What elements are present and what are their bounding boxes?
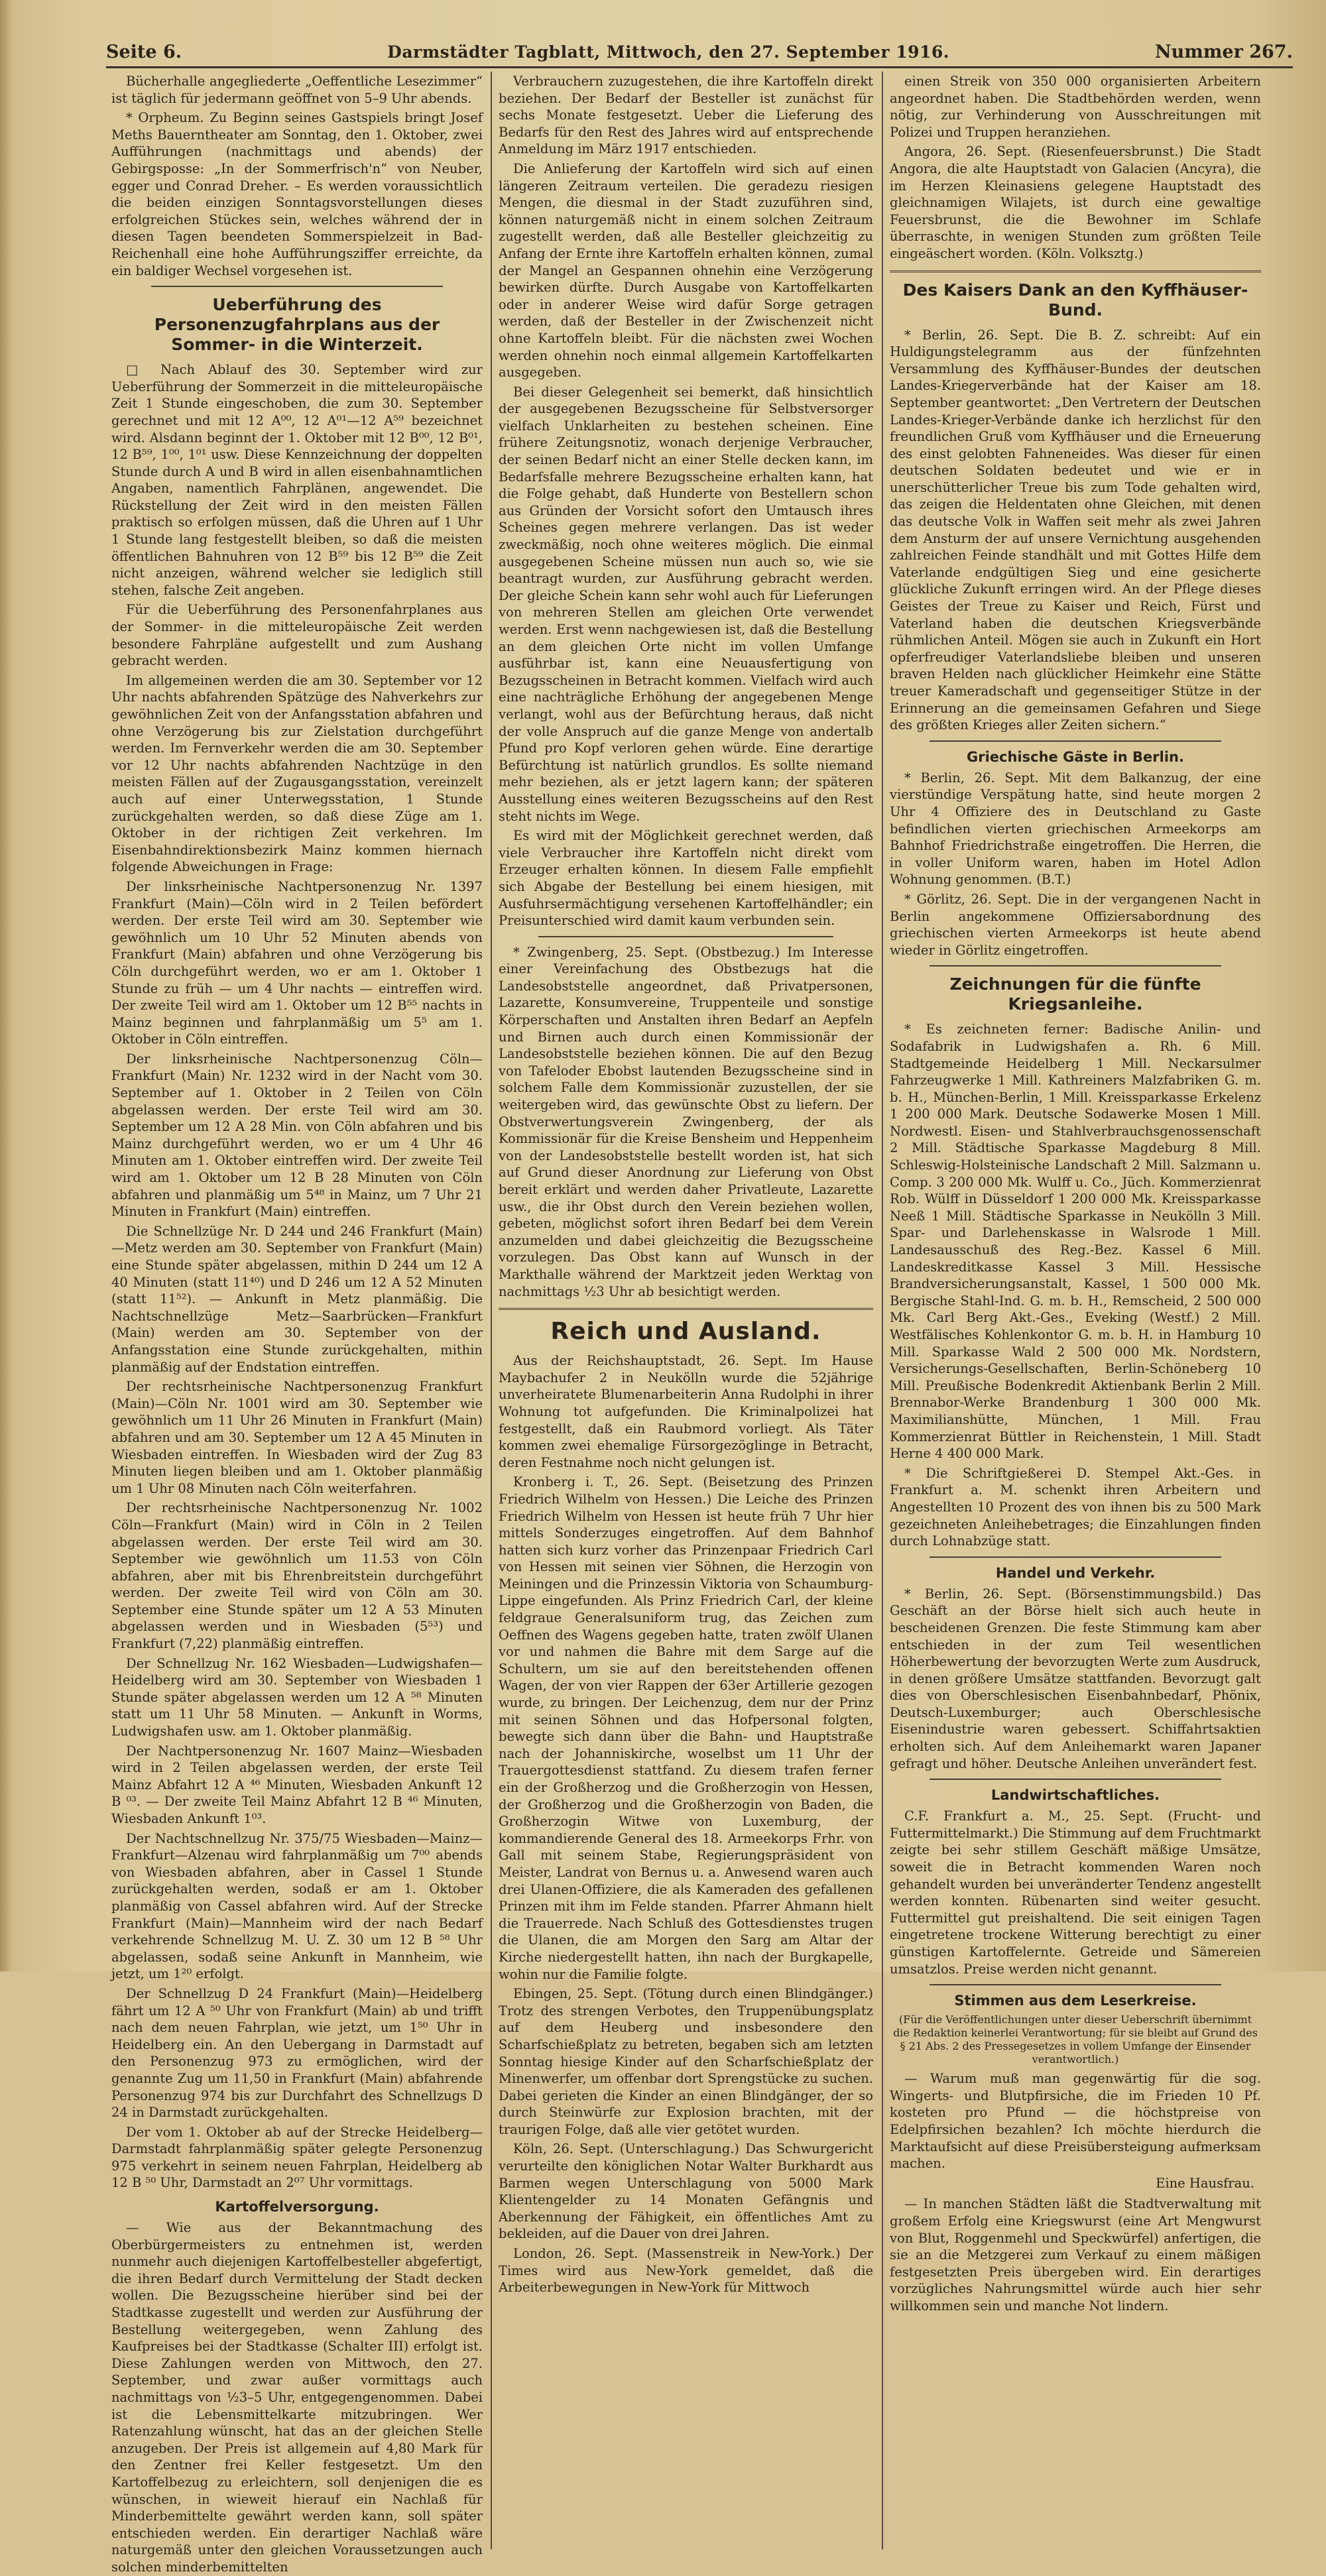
paragraph: * Berlin, 26. Sept. Mit dem Balkanzug, der eine vierstündige Verspätung hatte, sind heute morgen 2 Uhr 4 Offiziere des in Deutschland zu Gaste befindlichen vierten griechischen Armeekorps am Bahnhof Friedrichstraße eingetroffen. Die Herren, die in voller Uniform waren, haben im Hotel Adlon Wohnung genommen. (B.T.) xyxy=(890,770,1261,888)
page-header xyxy=(106,37,1293,68)
column-rule-2 xyxy=(882,72,883,2549)
page-edge-left xyxy=(0,0,12,1971)
paragraph: * Zwingenberg, 25. Sept. (Obstbezug.) Im Interesse einer Vereinfachung des Obstbezugs hat die Landesobststelle angeordnet, daß Privatpersonen, Lazarette, Konsumvereine, Truppenteile und sonstige Körperschaften und Anstalten ihren Bedarf an Aepfeln und Birnen auch durch einen Kommissionär der Landesobststelle beziehen können. Die auf den Bezug von Tafeloder Ebobst lautenden Bezugsscheine sind in solchem Falle dem Kommissionär zuzustellen, der sie weitergeben wird, das gewünschte Obst zu liefern. Der Obstverwertungsverein Zwingenberg, der als Kommissionär für die Kreise Bensheim und Heppenheim von der Landesobststelle bestellt worden ist, hat sich auf Grund dieser Anordnung zur Lieferung von Obst bereit erklärt und werden daher Privatleute, Lazarette usw., die ihr Obst durch den Verein beziehen wollen, gebeten, möglichst sofort ihren Bedarf bei dem Verein anzumelden und dabei gleichzeitig die Bezugsscheine vorzulegen. Das Obst kann auf Wunsch in der Markthalle während der Marktzeit jeden Werktag von nachmittags ½3 Uhr ab besichtigt werden. xyxy=(499,944,873,1299)
divider xyxy=(151,286,443,287)
paragraph: * Berlin, 26. Sept. Die B. Z. schreibt: Auf ein Huldigungstelegramm aus der fünfzehnten Versammlung des Kyffhäuser-Bundes der deutschen Landes-Kriegerverbände hat der Kaiser am 18. September geantwortet: „Den Vertretern der Deutschen Landes-Krieger-Verbände danke ich herzlichst für den freundlichen Gruß vom Kyffhäuser und die Erneuerung des einst gelobten Fahneneides. Was dieser für einen deutschen Soldaten bedeutet und wie er in unerschütterlicher Treue bis zum Tode gehalten wird, das zeigen die Heldentaten ohne Gleichen, mit denen das deutsche Volk in Waffen seit mehr als zwei Jahren dem Ansturm der auf unsere Vernichtung ausgehenden zahlreichen Feinde standhält und mit Gottes Hilfe dem Vaterlande endgültigen Sieg und eine gesicherte glückliche Zukunft erringen wird. An der Pflege dieses Geistes der Treue zu Kaiser und Reich, Fürst und Vaterland haben die deutschen Kriegsverbände rühmlichen Anteil. Mögen sie auch in Zukunft ein Hort opferfreudiger Vaterlandsliebe bleiben und unseren braven Helden nach glücklicher Heimkehr eine Stätte treuer Kameradschaft und gegenseitiger Stütze in der Erinnerung an die gemeinsamen Gefahren und Siege des größten Krieges aller Zeiten sichern.“ xyxy=(890,327,1261,733)
article-headline-readers: Stimmen aus dem Leserkreise. xyxy=(954,1993,1197,2009)
paragraph: — In manchen Städten läßt die Stadtverwaltung mit großem Erfolg eine Kriegswurst (eine Art Mengwurst von Blut, Roggenmehl und Speckwürfel) anfertigen, die sie an die Metzgerei zum Verkauf zu einem mäßigen festgesetzten Preis übergeben wird. Ein derartiges vorzügliches Nahrungsmittel würde auch hier sehr willkommen sein und manche Not lindern. xyxy=(890,2196,1261,2313)
paragraph: Der Nachtpersonenzug Nr. 1607 Mainz—Wiesbaden wird in 2 Teilen abgelassen werden, der erste Teil Mainz Abfahrt 12 A ⁴⁶ Minuten, Wiesbaden Ankunft 12 B ⁰³. — Der zweite Teil Mainz Abfahrt 12 B ⁴⁶ Minuten, Wiesbaden Ankunft 1⁰³. xyxy=(111,1743,483,1826)
article-headline-potatoes: Kartoffelversorgung. xyxy=(215,2199,379,2215)
paragraph: Die Schnellzüge Nr. D 244 und 246 Frankfurt (Main)—Metz werden am 30. September von Frankfurt (Main) eine Stunde später abgelassen, mithin D 244 um 12 A 40 Minuten (statt 11⁴⁰) und D 246 um 12 A 52 Minuten (statt 11⁵²). — Ankunft in Metz planmäßig. Die Nachtschnellzüge Metz—Saarbrücken—Frankfurt (Main) werden am 30. September von der Anfangsstation eine Stunde zurückgehalten, mithin planmäßig auf der Endstation eintreffen. xyxy=(111,1223,483,1375)
paragraph: Der linksrheinische Nachtpersonenzug Nr. 1397 Frankfurt (Main)—Cöln wird in 2 Teilen befördert werden. Der erste Teil wird am 30. September wie gewöhnlich um 10 Uhr 52 Minuten abends von Frankfurt (Main) abfahren und ohne Verzögerung bis Cöln durchgeführt werden, wo er am 1. Oktober 1 Stunde zu früh — um 4 Uhr nachts — eintreffen wird. Der zweite Teil wird am 1. Oktober um 12 B⁵⁵ nachts in Mainz beginnen und fahrplanmäßig um 5⁵ am 1. Oktober in Cöln eintreffen. xyxy=(111,878,483,1047)
paragraph: C.F. Frankfurt a. M., 25. Sept. (Frucht- und Futtermittelmarkt.) Die Stimmung auf dem Fruchtmarkt zeigte bei sehr stillem Geschäft mäßige Umsätze, soweit die in Betracht kommenden Waren noch gehandelt wurden bei unveränderter Tendenz angestellt werden konnten. Rübenarten sind weiter gesucht. Futtermittel gut preishaltend. Die seit einigen Tagen eingetretene trockene Witterung berechtigt zu einer günstigen Kartoffelernte. Getreide und Sämereien umsatzlos. Preise werden nicht genannt. xyxy=(890,1808,1261,1977)
paragraph: Bei dieser Gelegenheit sei bemerkt, daß hinsichtlich der ausgegebenen Bezugsscheine für Selbstversorger vielfach Unklarheiten zu bestehen scheinen. Eine frühere Zeitungsnotiz, wonach derjenige Verbraucher, der seinen Bedarf nicht an einer Stelle decken kann, im Bedarfsfalle mehrere Bezugsscheine erhalten kann, hat die Folge gehabt, daß Hunderte von Bestellern schon aus Gründen der Vorsicht sofort den Umtausch ihres Scheines gegen mehrere verlangen. Das ist weder zweckmäßig, noch ohne weiteres möglich. Die einmal ausgegebenen Scheine müssen nun auch so, wie sie beantragt wurden, zur Ausführung gebracht werden. Der gleiche Schein kann sehr wohl auch für Lieferungen von mehreren Stellen am gleichen Orte verwendet werden. Erst wenn nachgewiesen ist, daß die Bestellung an dem gleichen Orte nicht im vollen Umfange ausführbar ist, kann eine Neuausfertigung von Bezugsscheinen in Betracht kommen. Vielfach wird auch eine nachträgliche Erhöhung der angegebenen Menge verlangt, wohl aus der Befürchtung heraus, daß nicht der volle Anspruch auf die ganze Menge von andertalb Pfund pro Kopf verloren gehen würde. Eine derartige Befürchtung ist natürlich grundlos. Es sollte niemand mehr beziehen, als er jetzt lagern kann; der späteren Ausstellung eines weiteren Bezugsscheins auf den Rest steht nichts im Wege. xyxy=(499,384,873,824)
article-headline-agriculture: Landwirtschaftliches. xyxy=(991,1787,1160,1804)
paragraph: Kronberg i. T., 26. Sept. (Beisetzung des Prinzen Friedrich Wilhelm von Hessen.) Die Leiche des Prinzen Friedrich Wilhelm von Hessen ist heute früh 7 Uhr hier mittels Sonderzuges eingetroffen. Auf dem Bahnhof hatten sich kurz vorher das Prinzenpaar Friedrich Carl von Hessen mit seinen vier Söhnen, die Herzogin von Meiningen und die Prinzessin Viktoria von Schaumburg-Lippe eingefunden. Als Prinz Friedrich Carl, der kleine feldgraue Generalsuniform trug, das Zeichen zum Oeffnen des Wagens gegeben hatte, traten zwölf Ulanen vor und nahmen die Bahre mit dem Sarge auf die Schultern, um sie auf den bereitstehenden offenen Wagen, der von vier Rappen der 63er Artillerie gezogen wurde, zu bringen. Der Leichenzug, dem nur der Prinz mit seinen Söhnen und das Hofpersonal folgten, bewegte sich dann über die Bahn- und Hauptstraße nach der Johanniskirche, woselbst um 11 Uhr der Trauergottesdienst stattfand. Zu diesem trafen ferner ein der Großherzog und die Großherzogin von Hessen, der Großherzog und die Großherzogin von Baden, die Großherzogin Witwe von Luxemburg, der kommandierende General des 18. Armeekorps Frhr. von Gall mit seinem Stabe, Regierungspräsident von Meister, Landrat von Bernus u. a. Anwesend waren auch drei Ulanen-Offiziere, die als Kameraden des gefallenen Prinzen mit ihm im Felde standen. Pfarrer Ahmann hielt die Trauerrede. Nach Schluß des Gottesdienstes trugen die Ulanen, die am Morgen den Sarg am Altar der Kirche niedergestellt hatten, ihn nach der Burgkapelle, wohin nur die Familie folgte. xyxy=(499,1474,873,1982)
divider xyxy=(930,1556,1221,1558)
paragraph: einen Streik von 350 000 organisierten Arbeitern angeordnet haben. Die Stadtbehörden werden, wenn nötig, zur Verhinderung von Ausschreitungen mit Polizei und Truppen heranziehen. xyxy=(890,74,1261,140)
editorial-disclaimer: (Für die Veröffentlichungen unter dieser Ueberschrift übernimmt die Redaktion keinerlei Verantwortung; für sie bleibt auf Grund des § 21 Abs. 2 des Pressegesetzes in vollem Umfange der Einsender verantwortlich.) xyxy=(893,2013,1258,2066)
article-headline-trade: Handel und Verkehr. xyxy=(995,1564,1156,1581)
divider xyxy=(890,270,1261,272)
paragraph: Die Anlieferung der Kartoffeln wird sich auf einen längeren Zeitraum verteilen. Die geradezu riesigen Mengen, die diesmal in der Stadt zuzuführen sind, können naturgemäß nicht in einem solchen Zeitraum zugestellt werden, daß alle Besteller gleichzeitig zu Anfang der Ernte ihre Kartoffeln erhalten können, zumal der Mangel an Gespannen ohnehin eine Verzögerung bewirken dürfte. Durch Ausgabe von Kartoffelkarten oder in anderer Weise wird dafür Sorge getragen werden, daß der Besteller in der Zwischenzeit nicht ohne Kartoffeln bleibt. Für die nächsten zwei Wochen werden ohnehin noch einmal allgemein Kartoffelkarten ausgegeben. xyxy=(499,160,873,381)
paragraph: Der rechtsrheinische Nachtpersonenzug Nr. 1002 Cöln—Frankfurt (Main) wird in Cöln in 2 Teilen abgelassen werden. Der erste Teil wird am 30. September wie gewöhnlich um 11.53 von Cöln abfahren, aber mit bis Ehrenbreitstein durchgeführt werden. Der zweite Teil wird von Cöln am 30. September eine Stunde später um 12 A 53 Minuten abgelassen werden und in Wiesbaden (5⁵³) und Frankfurt (7,22) planmäßig eintreffen. xyxy=(111,1500,483,1652)
paragraph: Aus der Reichshauptstadt, 26. Sept. Im Hause Maybachufer 2 in Neukölln wurde die 52jährige unverheiratete Blumenarbeiterin Anna Rudolphi in ihrer Wohnung tot aufgefunden. Die Kriminalpolizei hat festgestellt, daß ein Raubmord vorliegt. Als Täter kommen zwei ehemalige Fürsorgezöglinge in Betracht, deren Festnahme noch nicht gelungen ist. xyxy=(499,1353,873,1470)
paragraph: — Wie aus der Bekanntmachung des Oberbürgermeisters zu entnehmen ist, werden nunmehr auch diejenigen Kartoffelbesteller abgefertigt, die ihren Bedarf durch Vermittelung der Stadt decken wollen. Die Bezugsscheine hierüber sind bei der Stadtkasse zugestellt und werden zur Ausführung der Bestellung weitergegeben, wenn Zahlung des Kaufpreises bei der Stadtkasse (Schalter III) erfolgt ist. Diese Zahlungen werden von Mittwoch, den 27. September, und zwar außer vormittags auch nachmittags von ½3–5 Uhr, entgegengenommen. Dabei ist die Lebensmittelkarte mitzubringen. Wer Ratenzahlung wünscht, hat das an der gleichen Stelle anzugeben. Der Preis ist allgemein auf 4,80 Mark für den Zentner frei Keller festgesetzt. Um den Kartoffelbezug zu erleichtern, soll denjenigen die es wünschen, in wieweit hierauf ein Nachlaß für Minderbemittelte gewährt werden kann, soll später entschieden werden. Ein derartiger Nachlaß wäre naturgemäß unter den gleichen Voraussetzungen auch solchen minderbemittelten xyxy=(111,2220,483,2575)
paragraph: Im allgemeinen werden die am 30. September vor 12 Uhr nachts abfahrenden Spätzüge des Nahverkehrs zur gewöhnlichen Zeit von der Anfangsstation abfahren und ohne Verzögerung bis zur Zielstation durchgeführt werden. Im Fernverkehr werden die am 30. September vor 12 Uhr nachts abfahrenden Nachtzüge in den meisten Fällen auf der Zugausgangsstation, vereinzelt auch auf einer Unterwegsstation, 1 Stunde zurückgehalten werden, so daß diese Züge am 1. Oktober in der richtigen Zeit verkehren. Im Eisenbahndirektionsbezirk Mainz kommen hiernach folgende Abweichungen in Frage: xyxy=(111,672,483,875)
divider xyxy=(930,965,1221,966)
issue-number: Nummer 267. xyxy=(1154,41,1293,62)
paragraph: Bücherhalle angegliederte „Oeffentliche Lesezimmer“ ist täglich für jedermann geöffnet von 5–9 Uhr abends. xyxy=(111,74,483,106)
paragraph: London, 26. Sept. (Massenstreik in New-York.) Der Times wird aus New-York gemeldet, daß die Arbeiterbewegungen in New-York für Mittwoch xyxy=(499,2246,873,2296)
page-number-label: Seite 6. xyxy=(106,41,182,62)
paragraph: * Berlin, 26. Sept. (Börsenstimmungsbild.) Das Geschäft an der Börse hielt sich auch heute in bescheidenen Grenzen. Die feste Stimmung kam aber entschieden in der zum Teil wesentlichen Höherbewertung der bevorzugten Werte zum Ausdruck, in denen größere Umsätze stattfanden. Bevorzugt galt dies von Oberschlesischen Eisenbahnbedarf, Phönix, Deutsch-Luxemburger; auch Oberschlesische Eisenindustrie waren gebessert. Schiffahrtsaktien erholten sich. Auf dem Anleihemarkt waren Japaner gefragt und höher. Deutsche Anleihen unverändert fest. xyxy=(890,1586,1261,1771)
paragraph: Der Schnellzug Nr. 162 Wiesbaden—Ludwigshafen—Heidelberg wird am 30. September von Wiesbaden 1 Stunde später abgelassen werden um 12 A ⁵⁸ Minuten statt um 11 Uhr 58 Minuten. — Ankunft in Worms, Ludwigshafen usw. am 1. Oktober planmäßig. xyxy=(111,1655,483,1739)
letter-signature: Eine Hausfrau. xyxy=(1156,2175,1254,2191)
paragraph: Verbrauchern zuzugestehen, die ihre Kartoffeln direkt beziehen. Der Bedarf der Besteller ist zunächst für sechs Monate festgesetzt. Ueber die Lieferung des Bedarfs für den Rest des Jahres wird auf entsprechende Anmeldung im März 1917 entschieden. xyxy=(499,74,873,157)
paragraph: Angora, 26. Sept. (Riesenfeuersbrunst.) Die Stadt Angora, die alte Hauptstadt von Galacien (Ancyra), die im Herzen Kleinasiens gelegene Hauptstadt des gleichnamigen Wilajets, ist durch eine gewaltige Feuersbrunst, die die Bewohner im Schlafe überraschte, in wenigen Stunden zum größten Teile eingeäschert worden. (Köln. Volksztg.) xyxy=(890,144,1261,261)
paragraph: Der Schnellzug D 24 Frankfurt (Main)—Heidelberg fährt um 12 A ⁵⁰ Uhr von Frankfurt (Main) ab und trifft nach dem neuen Fahrplan, wie jetzt, um 1⁵⁰ Uhr in Heidelberg ein. An den Uebergang in Darmstadt auf den Personenzug 973 zu ermöglichen, wird der genannte Zug um 11,50 in Frankfurt (Main) abfahrende Personenzug 974 bis zur Durchfahrt des Schnellzugs D 24 in Darmstadt zurückgehalten. xyxy=(111,1985,483,2121)
column-rule-1 xyxy=(491,72,492,2549)
paragraph: Der linksrheinische Nachtpersonenzug Cöln—Frankfurt (Main) Nr. 1232 wird in der Nacht vom 30. September auf 1. Oktober in 2 Teilen von Cöln abgelassen werden. Der erste Teil wird am 30. September um 12 A 28 Min. von Cöln abfahren und bis Mainz durchgeführt werden, wo er um 4 Uhr 46 Minuten am 1. Oktober eintreffen wird. Der zweite Teil wird am 1. Oktober um 12 B 28 Minuten von Cöln abfahren und planmäßig um 5⁴⁸ in Mainz, um 7 Uhr 21 Minuten in Frankfurt (Main) eintreffen. xyxy=(111,1051,483,1220)
paragraph: Der vom 1. Oktober ab auf der Strecke Heidelberg—Darmstadt fahrplanmäßig später gelegte Personenzug 975 verkehrt in seinem neuen Fahrplan, Heidelberg ab 12 B ⁵⁰ Uhr, Darmstadt an 2⁰⁷ Uhr vormittags. xyxy=(111,2124,483,2191)
paragraph: Köln, 26. Sept. (Unterschlagung.) Das Schwurgericht verurteilte den königlichen Notar Walter Burkhardt aus Barmen wegen Unterschlagung von 5000 Mark Klientengelder zu 14 Monaten Gefängnis und Aberkennung der Fähigkeit, ein öffentliches Amt zu bekleiden, auf die Dauer von drei Jahren. xyxy=(499,2141,873,2242)
paragraph: * Die Schriftgießerei D. Stempel Akt.-Ges. in Frankfurt a. M. schenkt ihren Arbeitern und Angestellten 10 Prozent des von ihnen bis zu 500 Mark gezeichneten Anleihebetrages; die Einzahlungen finden durch Lohnabzüge statt. xyxy=(890,1465,1261,1549)
paragraph: * Görlitz, 26. Sept. Die in der vergangenen Nacht in Berlin angekommene Offiziersabordnung des griechischen vierten Armeekorps ist heute abend wieder in Görlitz eingetroffen. xyxy=(890,891,1261,958)
divider xyxy=(538,936,833,937)
divider xyxy=(930,1984,1221,1985)
paragraph: — Warum muß man gegenwärtig für die sog. Wingerts- und Blutpfirsiche, die im Frieden 10 Pf. kosteten pro Pfund — die höchstpreise von Edelpfirsichen bezahlen? Ich möchte hierdurch die Marktaufsicht auf diese Preisübersteigung aufmerksam machen. xyxy=(890,2071,1261,2172)
column-2 xyxy=(499,73,873,2549)
section-headline-reich-und-ausland: Reich und Ausland. xyxy=(550,1318,821,1346)
column-1 xyxy=(111,73,483,2575)
article-headline-war-loan: Zeichnungen für die fünfte Kriegsanleihe. xyxy=(949,974,1201,1014)
paragraph: □ Nach Ablauf des 30. September wird zur Ueberführung der Sommerzeit in die mitteleuropäische Zeit 1 Stunde eingeschoben, die zum 30. September gerechnet und mit 12 A⁰⁰, 12 A⁰¹—12 A⁵⁹ bezeichnet wird. Alsdann beginnt der 1. Oktober mit 12 B⁰⁰, 12 B⁰¹, 12 B⁵⁹, 1⁰⁰, 1⁰¹ usw. Diese Kennzeichnung der doppelten Stunde durch A und B wird in allen eisenbahnamtlichen Angaben, namentlich Fahrplänen, angewendet. Die Rückstellung der Zeit wird in den meisten Fällen praktisch so erfolgen müssen, daß die Uhren auf 1 Uhr 1 Stunde lang festgestellt bleiben, so daß die meisten öffentlichen Bahnuhren von 12 B⁵⁹ bis 12 B⁵⁹ die Zeit nicht anzeigen, während welcher sie lediglich still stehen, falsche Zeit angeben. xyxy=(111,362,483,598)
paragraph: Ebingen, 25. Sept. (Tötung durch einen Blindgänger.) Trotz des strengen Verbotes, den Truppenübungsplatz auf dem Heuberg und insbesondere den Scharfschießplatz zu betreten, begaben sich am letzten Sonntag hiesige Kinder auf den Scharfschießplatz der Minenwerfer, um offenbar dort Sprengstücke zu suchen. Dabei gerieten die Kinder an einen Blindgänger, der so durch Steinwürfe zur Explosion brachten, mit der traurigen Folge, daß alle vier getötet wurden. xyxy=(499,1986,873,2137)
paragraph: * Es zeichneten ferner: Badische Anilin- und Sodafabrik in Ludwigshafen a. Rh. 6 Mill. Stadtgemeinde Heidelberg 1 Mill. Neckarsulmer Fahrzeugwerke 1 Mill. Kathreiners Malzfabriken G. m. b. H., München-Berlin, 1 Mill. Kreissparkasse Erkelenz 1 200 000 Mark. Deutsche Sodawerke Mosen 1 Mill. Nordwestl. Eisen- und Stahlverbrauchsgenossenschaft 2 Mill. Städtische Sparkasse Magdeburg 8 Mill. Schleswig-Holsteinische Landschaft 2 Mill. Salzmann u. Comp. 3 200 000 Mk. Wulff u. Co., Jüch. Kommerzienrat Rob. Wülff in Düsseldorf 1 200 000 Mk. Kreissparkasse Neeß 1 Mill. Städtische Sparkasse in Neukölln 3 Mill. Spar- und Darlehenskasse in Walsrode 1 Mill. Landesausschuß des Reg.-Bez. Kassel 6 Mill. Landeskreditkasse Kassel 3 Mill. Hessische Brandversicherungsanstalt, Kassel, 1 500 000 Mk. Bergische Stahl-Ind. G. m. b. H., Remscheid, 2 500 000 Mk. Carl Berg Akt.-Ges., Eveking (Westf.) 2 Mill. Westfälisches Kohlenkontor G. m. b. H. in Hamburg 10 Mill. Sparkasse Wald 2 500 000 Mk. Nordstern, Versicherungs-Gesellschaften, Berlin-Schöneberg 10 Mill. Preußische Bodenkredit Aktienbank Berlin 2 Mill. Brennabor-Werke Brandenburg 1 300 000 Mk. Maximilianshütte, München, 1 Mill. Frau Kommerzienrat Büttler in Reichenstein, 1 Mill. Stadt Herne 4 400 000 Mark. xyxy=(890,1022,1261,1462)
column-3 xyxy=(890,73,1261,2549)
paragraph: * Orpheum. Zu Beginn seines Gastspiels bringt Josef Meths Bauerntheater am Sonntag, den 1. Oktober, zwei Aufführungen (nachmittags und abends) der Gebirgsposse: „In der Sommerfrisch'n“ von Neuber, egger und Conrad Dreher. – Es werden voraussichtlich die beiden einzigen Sonntagsvorstellungen dieses erfolgreichen Stückes sein, welches während der in diesen Tagen beendeten Sommerspielzeit in Bad-Reichenhall eine hohe Aufführungsziffer erreichte, da ein baldiger Wechsel vorgesehen ist. xyxy=(111,110,483,278)
paragraph: Der rechtsrheinische Nachtpersonenzug Frankfurt (Main)—Cöln Nr. 1001 wird am 30. September wie gewöhnlich um 11 Uhr 26 Minuten in Frankfurt (Main) abfahren und am 30. September um 12 A 45 Minuten in Wiesbaden eintreffen. In Wiesbaden wird der Zug 83 Minuten liegen bleiben und am 1. Oktober planmäßig um 1 Uhr 08 Minuten nach Cöln weiterfahren. xyxy=(111,1379,483,1496)
divider xyxy=(930,1779,1221,1780)
newspaper-dateline: Darmstädter Tagblatt, Mittwoch, den 27. September 1916. xyxy=(387,42,949,62)
paragraph: Für die Ueberführung des Personenfahrplanes aus der Sommer- in die mitteleuropäische Zeit werden besondere Fahrpläne aufgestellt und zum Aushang gebracht werden. xyxy=(111,602,483,669)
article-headline-kaiser: Des Kaisers Dank an den Kyffhäuser-Bund. xyxy=(902,280,1248,320)
paragraph: Der Nachtschnellzug Nr. 375/75 Wiesbaden—Mainz—Frankfurt—Alzenau wird fahrplanmäßig um 7⁰⁰ abends von Wiesbaden abfahren, aber in Cassel 1 Stunde zurückgehalten werden, sodaß er am 1. Oktober planmäßig von Cassel abfahren wird. Auf der Strecke Frankfurt (Main)—Mannheim wird der nach Bedarf verkehrende Schnellzug M. U. Z. 30 um 12 B ⁵⁸ Uhr abgelassen, sodaß seine Ankunft in Mannheim, wie jetzt, um 1²⁰ erfolgt. xyxy=(111,1830,483,1982)
paragraph: Es wird mit der Möglichkeit gerechnet werden, daß viele Verbraucher ihre Kartoffeln nicht direkt vom Erzeuger erhalten können. In diesem Falle empfiehlt sich Abgabe der Bestellung bei einem hiesigen, mit Ausfuhrsermächtigung versehenen Kartoffelhändler; ein Preisunterschied wird damit kaum verbunden sein. xyxy=(499,828,873,929)
divider xyxy=(930,740,1221,742)
article-headline-timetable: Ueberführung des Personenzugfahrplans aus der Sommer- in die Winterzeit. xyxy=(154,295,440,355)
article-headline-greek-guests: Griechische Gäste in Berlin. xyxy=(967,748,1184,765)
divider xyxy=(499,1308,873,1310)
